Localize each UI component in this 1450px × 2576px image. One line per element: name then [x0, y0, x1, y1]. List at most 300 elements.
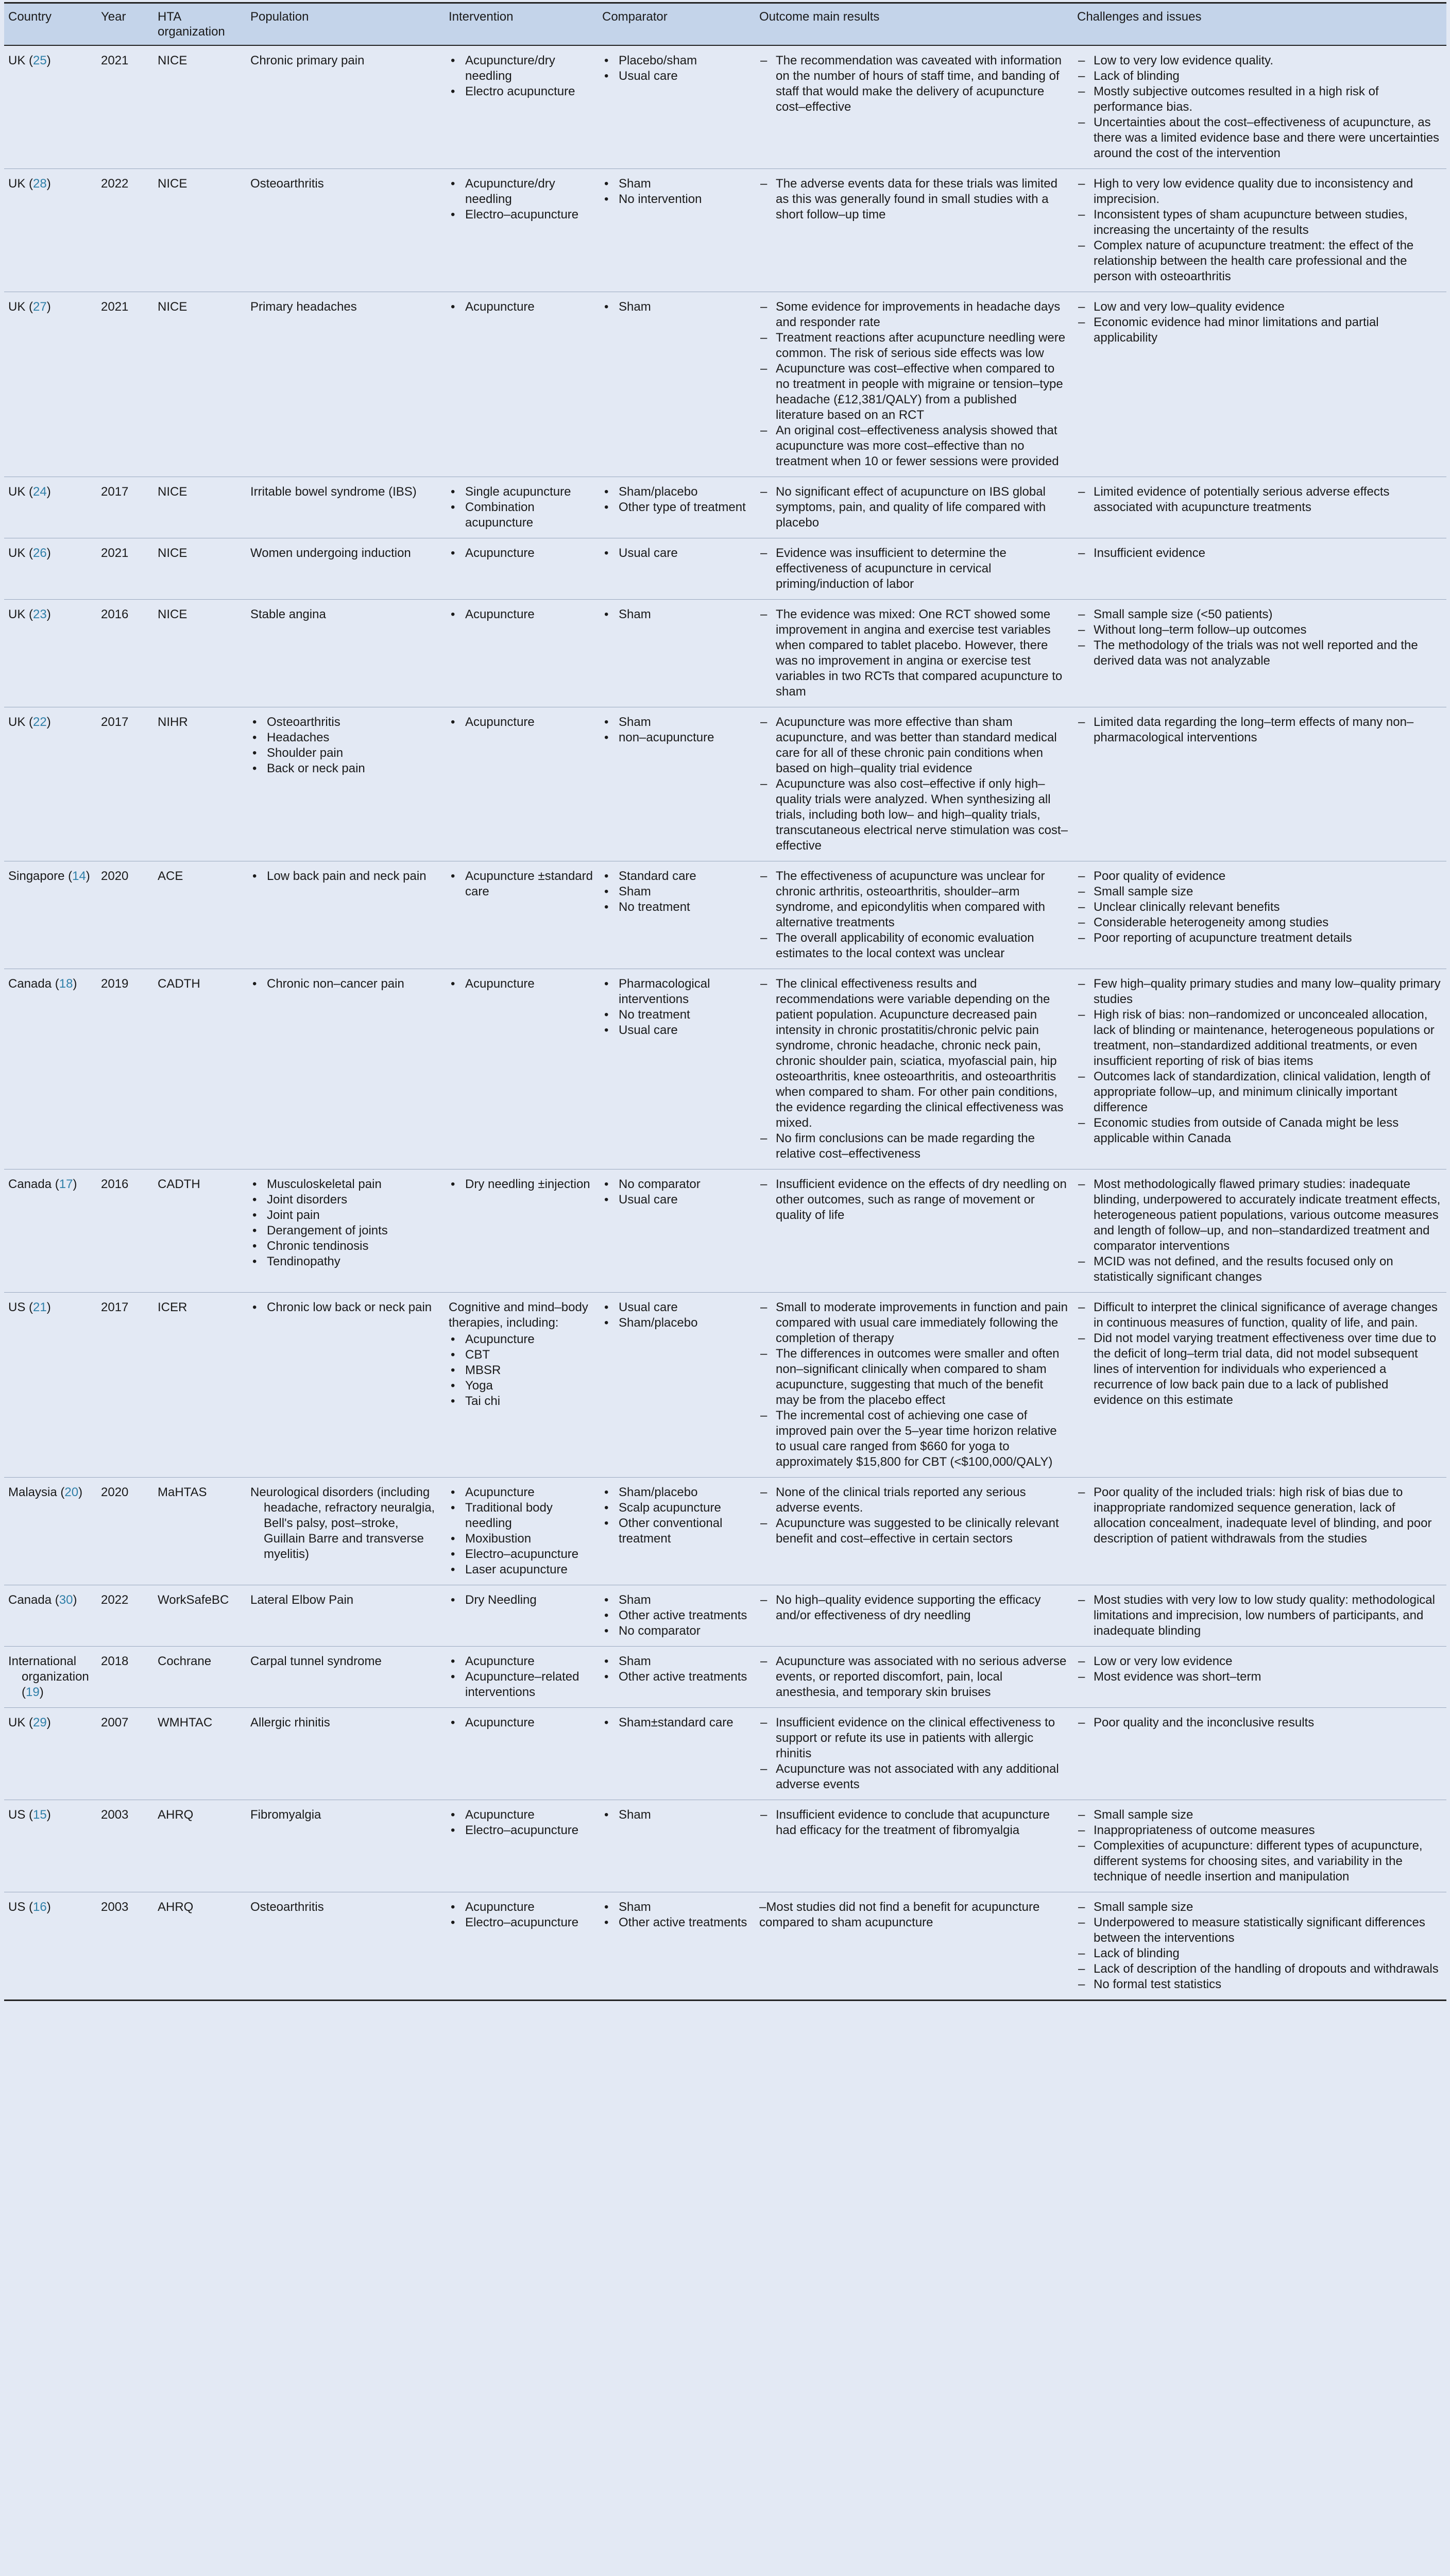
list-item: – Outcomes lack of standardization, clinical validation, length of appropriate follow–up, and minimum clinically important difference: [1077, 1069, 1441, 1115]
list-item: – Uncertainties about the cost–effectiveness of acupuncture, as there was a limited evidence base and there were uncertainties around the cost of the intervention: [1077, 115, 1441, 161]
outcome-cell: [755, 1800, 1073, 1892]
list-item: • Electro–acupuncture: [449, 1823, 593, 1838]
intervention-list: [449, 976, 593, 992]
header-outcome-main-results: Outcome main results: [755, 3, 1073, 45]
list-item: • Sham/placebo: [602, 1485, 750, 1500]
org-name: CADTH: [158, 976, 200, 991]
list-item: – An original cost–effectiveness analysis showed that acupuncture was more cost–effective than no treatment when 10 or fewer sessions were provided: [759, 423, 1068, 469]
comparator-cell: [598, 1169, 755, 1292]
challenges-list: [1077, 484, 1441, 515]
list-item: – No formal test statistics: [1077, 1977, 1441, 1992]
intervention-cell: [445, 292, 598, 477]
population-cell: [246, 1585, 445, 1646]
table-row: [4, 1477, 1446, 1585]
list-item: • Usual care: [602, 69, 750, 84]
year-cell: [97, 1707, 153, 1800]
list-item: • No treatment: [602, 900, 750, 915]
list-item: – Acupuncture was associated with no serious adverse events, or reported discomfort, pain, local anesthesia, and temporary skin bruises: [759, 1654, 1068, 1700]
challenges-list: [1077, 715, 1441, 745]
country-wrap: Canada (30): [8, 1592, 77, 1607]
list-item: – Few high–quality primary studies and many low–quality primary studies: [1077, 976, 1441, 1007]
list-item: – Poor quality of the included trials: high risk of bias due to inappropriate randomized sequence generation, lack of allocation concealment, inadequate level of blinding, and poor description of patient withdrawals from the studies: [1077, 1485, 1441, 1547]
intervention-list: [449, 869, 593, 900]
list-item: • Standard care: [602, 869, 750, 884]
country-cell: [4, 538, 97, 599]
country-cell: [4, 168, 97, 292]
population-text: Osteoarthritis: [250, 1900, 324, 1914]
list-item: – Small sample size: [1077, 884, 1441, 900]
population-text: Neurological disorders (including headache, refractory neuralgia, Bell's palsy, post–stroke, Guillain Barre and transverse myelitis): [250, 1485, 435, 1561]
citation-ref: 21: [33, 1300, 47, 1314]
table-row: [4, 861, 1446, 969]
list-item: • Acupuncture: [449, 1715, 593, 1731]
list-item: • Sham: [602, 715, 750, 730]
list-item: • Joint pain: [250, 1208, 439, 1223]
list-item: – The adverse events data for these trials was limited as this was generally found in small studies with a short follow–up time: [759, 176, 1068, 223]
population-list: [250, 715, 439, 776]
outcome-cell: [755, 1892, 1073, 2000]
country-name: UK: [8, 715, 26, 729]
outcome-list: [759, 1177, 1068, 1223]
year-value: 2016: [101, 1177, 129, 1191]
list-item: – Lack of blinding: [1077, 69, 1441, 84]
year-value: 2020: [101, 1485, 129, 1499]
population-cell: [246, 1800, 445, 1892]
comparator-cell: [598, 538, 755, 599]
org-name: Cochrane: [158, 1654, 212, 1668]
org-cell: [153, 599, 246, 707]
org-name: NICE: [158, 53, 187, 67]
list-item: – High risk of bias: non–randomized or unconcealed allocation, lack of blinding or maintenance, heterogeneous populations or treatment, non–standardized additional treatments, or even insufficient reporting of risk of bias items: [1077, 1007, 1441, 1069]
list-item: – Small to moderate improvements in function and pain compared with usual care immediately following the completion of therapy: [759, 1300, 1068, 1346]
org-name: ACE: [158, 869, 183, 883]
year-value: 2003: [101, 1807, 129, 1822]
comparator-cell: [598, 1292, 755, 1477]
year-value: 2022: [101, 176, 129, 191]
population-text: Allergic rhinitis: [250, 1715, 330, 1730]
list-item: • Acupuncture: [449, 1654, 593, 1669]
list-item: – Acupuncture was cost–effective when compared to no treatment in people with migraine or tension–type headache (£12,381/QALY) from a published literature based on an RCT: [759, 361, 1068, 423]
table-row: [4, 1292, 1446, 1477]
list-item: • Acupuncture: [449, 976, 593, 992]
list-item: • Acupuncture: [449, 299, 593, 315]
hta-table: [4, 2, 1446, 2001]
list-item: • Single acupuncture: [449, 484, 593, 500]
list-item: • Traditional body needling: [449, 1500, 593, 1531]
population-text: Primary headaches: [250, 299, 357, 314]
citation-ref: 20: [64, 1485, 79, 1499]
table-row: [4, 969, 1446, 1169]
intervention-list: [449, 484, 593, 531]
year-cell: [97, 1585, 153, 1646]
comparator-cell: [598, 168, 755, 292]
comparator-list: [602, 1177, 750, 1208]
comparator-list: [602, 1654, 750, 1685]
outcome-list: [759, 299, 1068, 469]
outcome-cell: [755, 1292, 1073, 1477]
intervention-list: [449, 1654, 593, 1700]
list-item: – Some evidence for improvements in headache days and responder rate: [759, 299, 1068, 330]
country-wrap: Malaysia (20): [8, 1485, 83, 1499]
population-cell: [246, 861, 445, 969]
outcome-text: –Most studies did not find a benefit for acupuncture compared to sham acupuncture: [759, 1900, 1040, 1929]
challenges-list: [1077, 1654, 1441, 1685]
list-item: • Headaches: [250, 730, 439, 745]
citation-ref: 19: [26, 1685, 40, 1699]
challenges-list: [1077, 1177, 1441, 1285]
country-name: Canada: [8, 1592, 52, 1607]
outcome-cell: [755, 969, 1073, 1169]
country-name: US: [8, 1807, 26, 1822]
country-name: Singapore: [8, 869, 65, 883]
list-item: – Without long–term follow–up outcomes: [1077, 622, 1441, 638]
list-item: – No significant effect of acupuncture on IBS global symptoms, pain, and quality of life compared with placebo: [759, 484, 1068, 531]
list-item: • Tai chi: [449, 1394, 593, 1409]
citation-ref: 23: [33, 607, 47, 621]
header-intervention: Intervention: [445, 3, 598, 45]
citation-ref: 22: [33, 715, 47, 729]
org-name: NICE: [158, 299, 187, 314]
org-cell: [153, 861, 246, 969]
population-cell: [246, 168, 445, 292]
population-text: Fibromyalgia: [250, 1807, 321, 1822]
challenges-cell: [1073, 861, 1446, 969]
country-name: Canada: [8, 1177, 52, 1191]
intervention-cell: [445, 599, 598, 707]
list-item: • Sham: [602, 1807, 750, 1823]
list-item: – Poor quality and the inconclusive results: [1077, 1715, 1441, 1731]
comparator-list: [602, 176, 750, 207]
list-item: – Inappropriateness of outcome measures: [1077, 1823, 1441, 1838]
table-row: [4, 538, 1446, 599]
list-item: • Sham: [602, 1900, 750, 1915]
challenges-cell: [1073, 1169, 1446, 1292]
intervention-list: [449, 1592, 593, 1608]
org-cell: [153, 292, 246, 477]
list-item: • non–acupuncture: [602, 730, 750, 745]
list-item: • No comparator: [602, 1623, 750, 1639]
list-item: – Complexities of acupuncture: different types of acupuncture, different systems for choosing sites, and variability in the technique of needle insertion and manipulation: [1077, 1838, 1441, 1885]
list-item: • Usual care: [602, 546, 750, 561]
country-name: UK: [8, 176, 26, 191]
intervention-list: [449, 1485, 593, 1578]
country-name: UK: [8, 53, 26, 67]
country-name: Canada: [8, 976, 52, 991]
population-cell: [246, 1707, 445, 1800]
list-item: – Most methodologically flawed primary studies: inadequate blinding, underpowered to accurately indicate treatment effects, heterogeneous patient populations, various outcome measures and length of follow–up, and non–standardized treatment and comparator interventions: [1077, 1177, 1441, 1254]
list-item: – Poor reporting of acupuncture treatment details: [1077, 930, 1441, 946]
country-cell: [4, 45, 97, 169]
intervention-list: [449, 1900, 593, 1930]
comparator-cell: [598, 707, 755, 861]
intervention-cell: [445, 1646, 598, 1707]
year-cell: [97, 538, 153, 599]
list-item: • Acupuncture/dry needling: [449, 176, 593, 207]
outcome-list: [759, 976, 1068, 1162]
comparator-list: [602, 976, 750, 1038]
list-item: • Derangement of joints: [250, 1223, 439, 1239]
list-item: – Underpowered to measure statistically significant differences between the interventions: [1077, 1915, 1441, 1946]
population-text: Chronic primary pain: [250, 53, 365, 67]
country-wrap: UK (22): [8, 715, 51, 729]
list-item: – No high–quality evidence supporting the efficacy and/or effectiveness of dry needling: [759, 1592, 1068, 1623]
population-list: [250, 1177, 439, 1269]
list-item: – Acupuncture was also cost–effective if only high–quality trials were analyzed. When synthesizing all trials, including both low– and high–quality trials, transcutaneous electrical nerve stimulation was cost–effective: [759, 776, 1068, 854]
challenges-cell: [1073, 1800, 1446, 1892]
year-value: 2021: [101, 546, 129, 560]
org-name: ICER: [158, 1300, 187, 1314]
list-item: • Usual care: [602, 1023, 750, 1038]
list-item: • Sham: [602, 176, 750, 192]
year-value: 2017: [101, 1300, 129, 1314]
list-item: • Low back pain and neck pain: [250, 869, 439, 884]
year-value: 2007: [101, 1715, 129, 1730]
population-cell: [246, 1292, 445, 1477]
list-item: • Other type of treatment: [602, 500, 750, 515]
outcome-list: [759, 546, 1068, 592]
list-item: • Laser acupuncture: [449, 1562, 593, 1578]
list-item: • Electro–acupuncture: [449, 207, 593, 223]
country-name: Malaysia: [8, 1485, 57, 1499]
country-wrap: US (21): [8, 1300, 51, 1314]
list-item: – Acupuncture was not associated with any additional adverse events: [759, 1761, 1068, 1792]
outcome-list: [759, 53, 1068, 115]
list-item: – Acupuncture was more effective than sham acupuncture, and was better than standard medical care for all of these chronic pain conditions when based on high–quality trial evidence: [759, 715, 1068, 776]
outcome-cell: [755, 599, 1073, 707]
challenges-list: [1077, 1592, 1441, 1639]
org-name: MaHTAS: [158, 1485, 207, 1499]
outcome-list: [759, 1592, 1068, 1623]
list-item: – Unclear clinically relevant benefits: [1077, 900, 1441, 915]
list-item: – The differences in outcomes were smaller and often non–significant clinically when compared to sham acupuncture, suggesting that much of the benefit may be from the placebo effect: [759, 1346, 1068, 1408]
comparator-list: [602, 1592, 750, 1639]
table-row: [4, 1169, 1446, 1292]
comparator-list: [602, 546, 750, 561]
list-item: • Scalp acupuncture: [602, 1500, 750, 1516]
list-item: • Musculoskeletal pain: [250, 1177, 439, 1192]
org-cell: [153, 707, 246, 861]
comparator-cell: [598, 292, 755, 477]
citation-ref: 17: [59, 1177, 73, 1191]
table-row: [4, 1892, 1446, 2000]
list-item: – The recommendation was caveated with information on the number of hours of staff time, and banding of staff that would make the delivery of acupuncture cost–effective: [759, 53, 1068, 115]
list-item: • Other active treatments: [602, 1608, 750, 1623]
list-item: – Most evidence was short–term: [1077, 1669, 1441, 1685]
outcome-list: [759, 484, 1068, 531]
list-item: • Placebo/sham: [602, 53, 750, 69]
population-text: Stable angina: [250, 607, 326, 621]
outcome-cell: [755, 1477, 1073, 1585]
list-item: – Most studies with very low to low study quality: methodological limitations and imprecision, low numbers of participants, and inadequate blinding: [1077, 1592, 1441, 1639]
list-item: – The effectiveness of acupuncture was unclear for chronic arthritis, osteoarthritis, shoulder–arm syndrome, and epicondylitis when compared with alternative treatments: [759, 869, 1068, 930]
header-year: Year: [97, 3, 153, 45]
list-item: • No comparator: [602, 1177, 750, 1192]
table-row: [4, 168, 1446, 292]
header-challenges-and-issues: Challenges and issues: [1073, 3, 1446, 45]
year-cell: [97, 707, 153, 861]
comparator-list: [602, 53, 750, 84]
list-item: – Evidence was insufficient to determine the effectiveness of acupuncture in cervical priming/induction of labor: [759, 546, 1068, 592]
list-item: – Low and very low–quality evidence: [1077, 299, 1441, 315]
outcome-cell: [755, 1646, 1073, 1707]
intervention-cell: [445, 45, 598, 169]
population-list: [250, 976, 439, 992]
list-item: • Back or neck pain: [250, 761, 439, 776]
outcome-cell: [755, 1707, 1073, 1800]
country-cell: [4, 1646, 97, 1707]
country-cell: [4, 861, 97, 969]
population-cell: [246, 538, 445, 599]
list-item: – Difficult to interpret the clinical significance of average changes in continuous measures of function, quality of life, and pain.: [1077, 1300, 1441, 1331]
citation-ref: 15: [33, 1807, 47, 1822]
year-value: 2016: [101, 607, 129, 621]
challenges-list: [1077, 1300, 1441, 1408]
country-cell: [4, 1292, 97, 1477]
list-item: • Acupuncture: [449, 607, 593, 622]
year-cell: [97, 168, 153, 292]
intervention-lead: Cognitive and mind–body therapies, including:: [449, 1300, 588, 1330]
citation-ref: 24: [33, 484, 47, 499]
country-name: UK: [8, 546, 26, 560]
challenges-list: [1077, 869, 1441, 946]
citation-ref: 14: [72, 869, 86, 883]
year-cell: [97, 1169, 153, 1292]
org-cell: [153, 1707, 246, 1800]
outcome-cell: [755, 707, 1073, 861]
list-item: • Osteoarthritis: [250, 715, 439, 730]
list-item: – Insufficient evidence on the effects of dry needling on other outcomes, such as range of movement or quality of life: [759, 1177, 1068, 1223]
challenges-list: [1077, 1807, 1441, 1885]
list-item: • Electro–acupuncture: [449, 1915, 593, 1930]
list-item: – Mostly subjective outcomes resulted in a high risk of performance bias.: [1077, 84, 1441, 115]
country-name: UK: [8, 607, 26, 621]
challenges-list: [1077, 1900, 1441, 1992]
intervention-list: [449, 1715, 593, 1731]
country-name: UK: [8, 1715, 26, 1730]
org-cell: [153, 45, 246, 169]
population-cell: [246, 599, 445, 707]
citation-ref: 26: [33, 546, 47, 560]
outcome-list: [759, 1807, 1068, 1838]
outcome-cell: [755, 861, 1073, 969]
outcome-list: [759, 869, 1068, 961]
table-row: [4, 707, 1446, 861]
list-item: • Sham/placebo: [602, 1315, 750, 1331]
comparator-list: [602, 1715, 750, 1731]
population-cell: [246, 477, 445, 538]
intervention-list: [449, 715, 593, 730]
list-item: – Complex nature of acupuncture treatment: the effect of the relationship between the health care professional and the person with osteoarthritis: [1077, 238, 1441, 284]
list-item: • CBT: [449, 1347, 593, 1363]
org-name: CADTH: [158, 1177, 200, 1191]
intervention-cell: [445, 538, 598, 599]
challenges-cell: [1073, 538, 1446, 599]
challenges-cell: [1073, 292, 1446, 477]
list-item: – The overall applicability of economic evaluation estimates to the local context was unclear: [759, 930, 1068, 961]
intervention-list: [449, 1332, 593, 1409]
outcome-list: [759, 176, 1068, 223]
year-value: 2021: [101, 299, 129, 314]
citation-ref: 25: [33, 53, 47, 67]
challenges-list: [1077, 1715, 1441, 1731]
org-cell: [153, 168, 246, 292]
list-item: – The incremental cost of achieving one case of improved pain over the 5–year time horizon relative to usual care ranged from $660 for yoga to approximately $15,800 for CBT (<$100,000/QALY): [759, 1408, 1068, 1470]
list-item: • Sham: [602, 607, 750, 622]
outcome-list: [759, 1654, 1068, 1700]
list-item: • Acupuncture: [449, 1900, 593, 1915]
intervention-cell: [445, 969, 598, 1169]
list-item: • Tendinopathy: [250, 1254, 439, 1269]
list-item: – Low to very low evidence quality.: [1077, 53, 1441, 69]
header-row: [4, 3, 1446, 45]
outcome-cell: [755, 1585, 1073, 1646]
list-item: • Acupuncture ±standard care: [449, 869, 593, 900]
intervention-list: [449, 299, 593, 315]
country-wrap: International organization (19): [8, 1654, 89, 1699]
comparator-cell: [598, 599, 755, 707]
org-cell: [153, 1800, 246, 1892]
list-item: – Insufficient evidence to conclude that acupuncture had efficacy for the treatment of fibromyalgia: [759, 1807, 1068, 1838]
challenges-cell: [1073, 1892, 1446, 2000]
list-item: – Limited data regarding the long–term effects of many non–pharmacological interventions: [1077, 715, 1441, 745]
challenges-cell: [1073, 599, 1446, 707]
list-item: • Chronic low back or neck pain: [250, 1300, 439, 1315]
challenges-cell: [1073, 1707, 1446, 1800]
population-text: Osteoarthritis: [250, 176, 324, 191]
challenges-cell: [1073, 477, 1446, 538]
population-cell: [246, 1646, 445, 1707]
challenges-cell: [1073, 168, 1446, 292]
org-name: AHRQ: [158, 1900, 194, 1914]
comparator-list: [602, 1485, 750, 1547]
header-hta-organization: HTA organization: [153, 3, 246, 45]
citation-ref: 27: [33, 299, 47, 314]
challenges-list: [1077, 546, 1441, 561]
comparator-list: [602, 1807, 750, 1823]
intervention-list: [449, 53, 593, 99]
list-item: • Chronic non–cancer pain: [250, 976, 439, 992]
outcome-cell: [755, 538, 1073, 599]
org-name: NIHR: [158, 715, 188, 729]
population-cell: [246, 707, 445, 861]
list-item: – None of the clinical trials reported any serious adverse events.: [759, 1485, 1068, 1516]
challenges-list: [1077, 53, 1441, 161]
intervention-cell: [445, 1292, 598, 1477]
population-text: Carpal tunnel syndrome: [250, 1654, 382, 1668]
country-cell: [4, 477, 97, 538]
citation-ref: 16: [33, 1900, 47, 1914]
year-cell: [97, 969, 153, 1169]
list-item: – Insufficient evidence on the clinical effectiveness to support or refute its use in patients with allergic rhinitis: [759, 1715, 1068, 1761]
country-wrap: US (16): [8, 1900, 51, 1914]
list-item: • MBSR: [449, 1363, 593, 1378]
intervention-list: [449, 1807, 593, 1838]
list-item: • Other active treatments: [602, 1915, 750, 1930]
year-value: 2022: [101, 1592, 129, 1607]
country-cell: [4, 1892, 97, 2000]
population-cell: [246, 1892, 445, 2000]
org-cell: [153, 969, 246, 1169]
list-item: – Small sample size: [1077, 1900, 1441, 1915]
comparator-list: [602, 1900, 750, 1930]
list-item: • Pharmacological interventions: [602, 976, 750, 1007]
list-item: • Combination acupuncture: [449, 500, 593, 531]
country-wrap: UK (27): [8, 299, 51, 314]
population-cell: [246, 969, 445, 1169]
challenges-list: [1077, 976, 1441, 1146]
list-item: • Sham: [602, 884, 750, 900]
challenges-list: [1077, 176, 1441, 284]
